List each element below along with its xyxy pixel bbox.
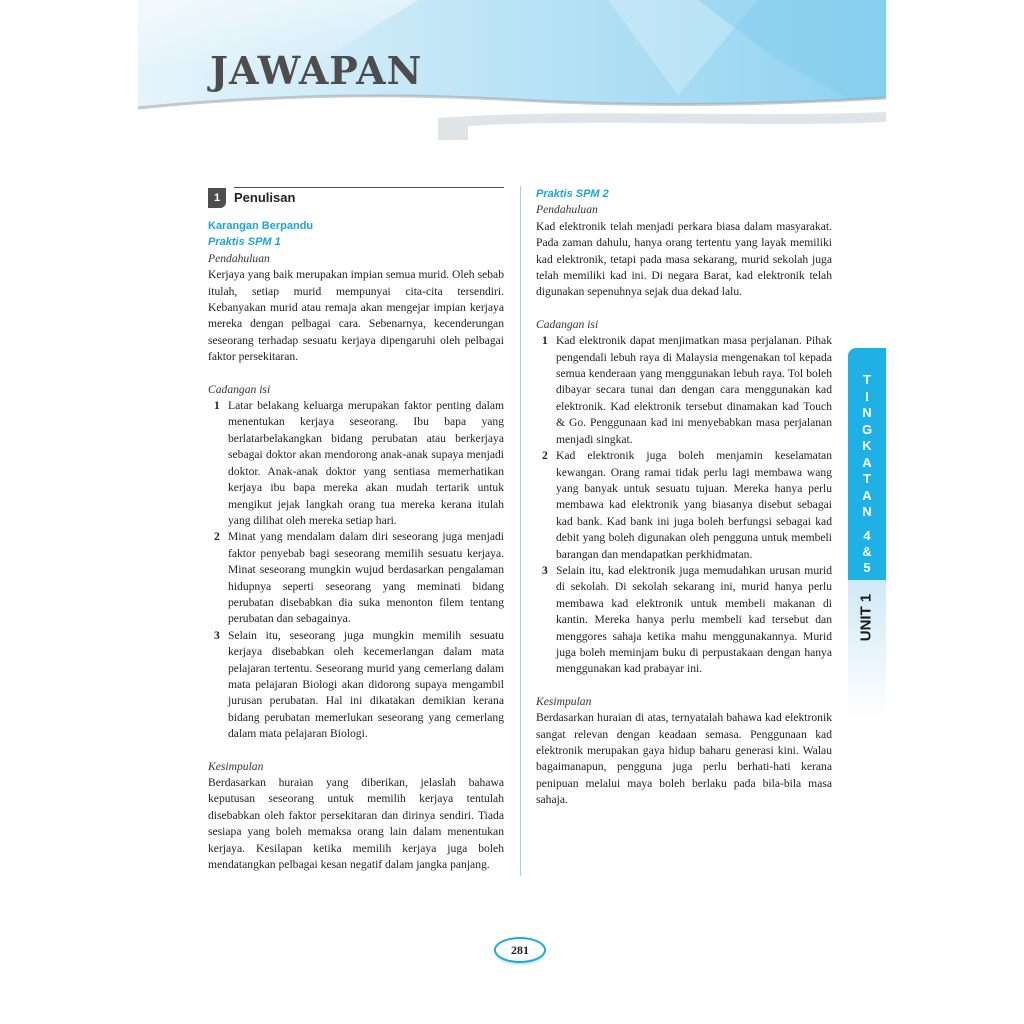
point-text: Minat yang mendalam dalam diri seseorang juga menjadi faktor penyebab bagi seseorang memilih sesuatu kerjaya. Minat seseorang mungkin wujud berdasarkan pengalaman hidupnya seperti seseorang yang meminati bidang perubatan disebabkan dia suka menonton filem tentang perubatan dan sebagainya. [228,530,504,626]
conclusion-label: Kesimpulan [208,759,264,773]
point-text: Kad elektronik dapat menjimatkan masa perjalanan. Pihak pengendali lebuh raya di Malaysia mengenakan tol kepada semua kenderaan yang menggunakan lebuh raya. Tol boleh dibayar secara tunai dan dengan cara menggunakan kad elektronik. Kad elektronik tersebut dinamakan kad Touch & Go. Penggunaan kad ini menyebabkan masa perjalanan menjadi singkat. [556,334,832,446]
conclusion-paragraph: Berdasarkan huraian yang diberikan, jelaslah bahawa keputusan seseorang untuk memilih kerjaya tentulah disebabkan oleh faktor persekitaran dan dirinya sendiri. Tiada sesiapa yang boleh memaksa orang lain dalam menentukan kerjaya. Kesilapan ketika memilih kerjaya juga boleh mendatangkan pelbagai kesan negatif dalam jangka panjang. [208,776,504,872]
tingkatan-letter: T [863,471,871,486]
tingkatan-letter: N [862,405,872,420]
tingkatan-letter: N [862,504,872,519]
list-item [208,398,504,529]
column-divider [520,186,521,876]
points-label: Cadangan isi [208,382,271,396]
tingkatan-letter: T [863,372,871,387]
conclusion-label: Kesimpulan [536,694,592,708]
level-amp: & [862,544,872,559]
unit-label: UNIT 1 [857,593,875,641]
point-text: Kad elektronik juga boleh menjamin keselamatan kewangan. Orang ramai tidak perlu lagi membawa wang yang banyak untuk sesuatu tujuan. Mereka hanya perlu membawa kad elektronik yang biasanya disebut sebagai kad bank. Kad bank ini juga boleh berfungsi sebagai kad debit yang boleh digunakan oleh pengguna untuk membeli barangan dan mendapatkan perkhidmatan. [556,449,832,561]
point-number: 3 [214,628,220,642]
section-heading [208,186,504,210]
points-list [208,398,504,743]
page-title: JAWAPAN [210,48,423,93]
list-item [208,529,504,627]
page-number: 281 [494,937,546,963]
point-number: 1 [214,399,220,413]
point-number: 1 [542,334,548,348]
level-digit: 5 [863,560,871,575]
point-number: 2 [542,449,548,463]
section-number-badge: 1 [208,188,226,208]
tingkatan-letter: A [862,454,872,470]
page [138,0,886,1024]
tingkatan-letter: K [862,438,872,453]
right-column [536,186,832,809]
point-text: Selain itu, kad elektronik juga memudahkan urusan murid di sekolah. Di sekolah sekarang ini, murid hanya perlu membawa kad elektronik untuk membeli makanan di kantin. Mereka hanya perlu membeli kad tersebut dan menggores sahaja ketika mahu menggunakannya. Murid juga boleh meminjam buku di perpustakaan dengan hanya menggunakan kad prabayar ini. [556,563,832,676]
tingkatan-letter: G [861,421,873,437]
list-item [536,333,832,448]
point-text: Selain itu, seseorang juga mungkin memilih sesuatu kerjaya disebabkan oleh kecemerlangan dalam mata pelajaran tertentu. Seseorang murid yang cemerlang dalam mata pelajaran Biologi akan didorong supaya mengambil jurusan perubatan. Hal ini dikatakan demikian kerana bidang perubatan memerlukan seseorang yang cemerlang dalam mata pelajaran Biologi. [228,628,504,741]
unit-label-wrap [836,590,896,644]
tingkatan-letter: A [862,487,872,503]
section-title: Penulisan [234,187,504,207]
point-number: 2 [214,530,220,544]
intro-label: Pendahuluan [208,251,270,265]
tingkatan-level [848,528,886,576]
tingkatan-label [848,372,886,521]
points-label: Cadangan isi [536,317,599,331]
intro-paragraph: Kad elektronik telah menjadi perkara biasa dalam masyarakat. Pada zaman dahulu, hanya orang tertentu yang layak memiliki kad elektronik, tetapi pada masa sekarang, murid sekolah juga telah memiliki kad ini. Di negara Barat, kad elektronik telah digunakan sepenuhnya sejak dua dekad lalu. [536,219,832,299]
tingkatan-letter: I [865,388,869,404]
intro-label: Pendahuluan [536,203,598,217]
points-list [536,333,832,678]
list-item [536,448,832,563]
list-item [208,628,504,743]
point-text: Latar belakang keluarga merupakan faktor penting dalam menentukan kerjaya seseorang. Ibu bapa yang berlatarbelakangkan bidang perubatan atau berkerjaya sebagai doktor akan mendorong anak-anak supaya menjadi doktor. Anak-anak doktor yang sentiasa memerhatikan kerjaya ibu bapa mereka akan mudah tertarik untuk mengikut jejak langkah orang tua mereka kerana itulah yang dilihat oleh mereka setiap hari. [228,399,504,527]
conclusion-paragraph: Berdasarkan huraian di atas, ternyatalah bahawa kad elektronik sangat relevan dengan keadaan semasa. Penggunaan kad elektronik merupakan gaya hidup baharu generasi kini. Walau bagaimanapun, pengguna juga perlu berhati-hati kerana penipuan melalui maya boleh berlaku pada bila-bila masa sahaja. [536,711,832,807]
praktis-label: Praktis SPM 1 [208,236,281,249]
left-column [208,186,504,873]
intro-paragraph: Kerjaya yang baik merupakan impian semua murid. Oleh sebab itulah, setiap murid mempunyai cita-cita tersendiri. Kebanyakan murid atau remaja akan mengejar impian kerjaya mereka dengan pelbagai cara. Sebenarnya, kecenderungan seseorang terhadap sesuatu kerjaya dipengaruhi oleh pelbagai faktor persekitaran. [208,268,504,364]
point-number: 3 [542,563,548,577]
level-digit: 4 [863,528,871,543]
heading-karangan: Karangan Berpandu [208,220,314,232]
praktis-label: Praktis SPM 2 [536,188,609,200]
list-item [536,563,832,678]
